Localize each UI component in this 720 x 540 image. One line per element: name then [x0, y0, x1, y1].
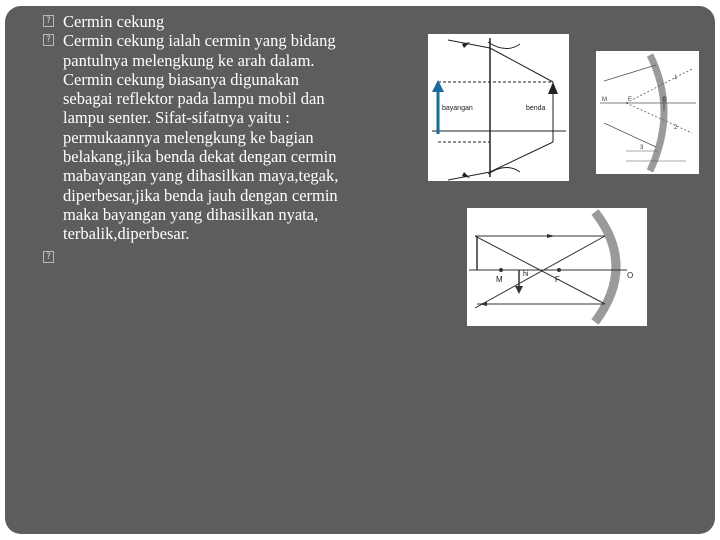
unknown-glyph-box-icon: ? [43, 15, 54, 27]
figure2-label-1: 1 [674, 75, 678, 81]
figure2-label-2: 2 [674, 125, 678, 131]
figure-concave-mirror-rays [596, 51, 699, 174]
figure2-label-3: 3 [640, 145, 644, 151]
figure2-label-f: F [628, 97, 632, 103]
figure2-label-m: M [602, 97, 607, 103]
figure1-label-object: benda [526, 105, 546, 112]
bullet-item-title [43, 12, 343, 31]
figure2-label-o: O [662, 97, 667, 103]
figure1-label-image: bayangan [442, 105, 473, 112]
figure3-label-o: O [627, 271, 634, 280]
figure-virtual-image-diagram [428, 34, 569, 181]
figure3-label-f: F [555, 275, 560, 284]
unknown-glyph-box-icon: ? [43, 34, 54, 46]
unknown-glyph-box-icon: ? [43, 251, 54, 263]
figure3-label-m: M [496, 275, 503, 284]
figure3-label-h: hi [523, 271, 529, 278]
figure-concave-mirror-focal [467, 208, 647, 326]
bullet-list [43, 12, 343, 262]
bullet-text: Cermin cekung [63, 12, 165, 31]
bullet-text: Cermin cekung ialah cermin yang bidang pantulnya melengkung ke arah dalam. Cermin cekung biasanya digunakan sebagai reflektor pada lampu mobil dan lampu senter. Sifat-sifatnya yaitu : permukaannya melengkung ke bagian belakang,jika benda dekat dengan cermin mabayangan yang dihasilkan maya,tegak, diperbesar,jika benda jauh dengan cermin maka bayangan yang dihasilkan nyata, terbalik,diperbesar. [63, 31, 339, 244]
bullet-item-description [43, 31, 343, 243]
